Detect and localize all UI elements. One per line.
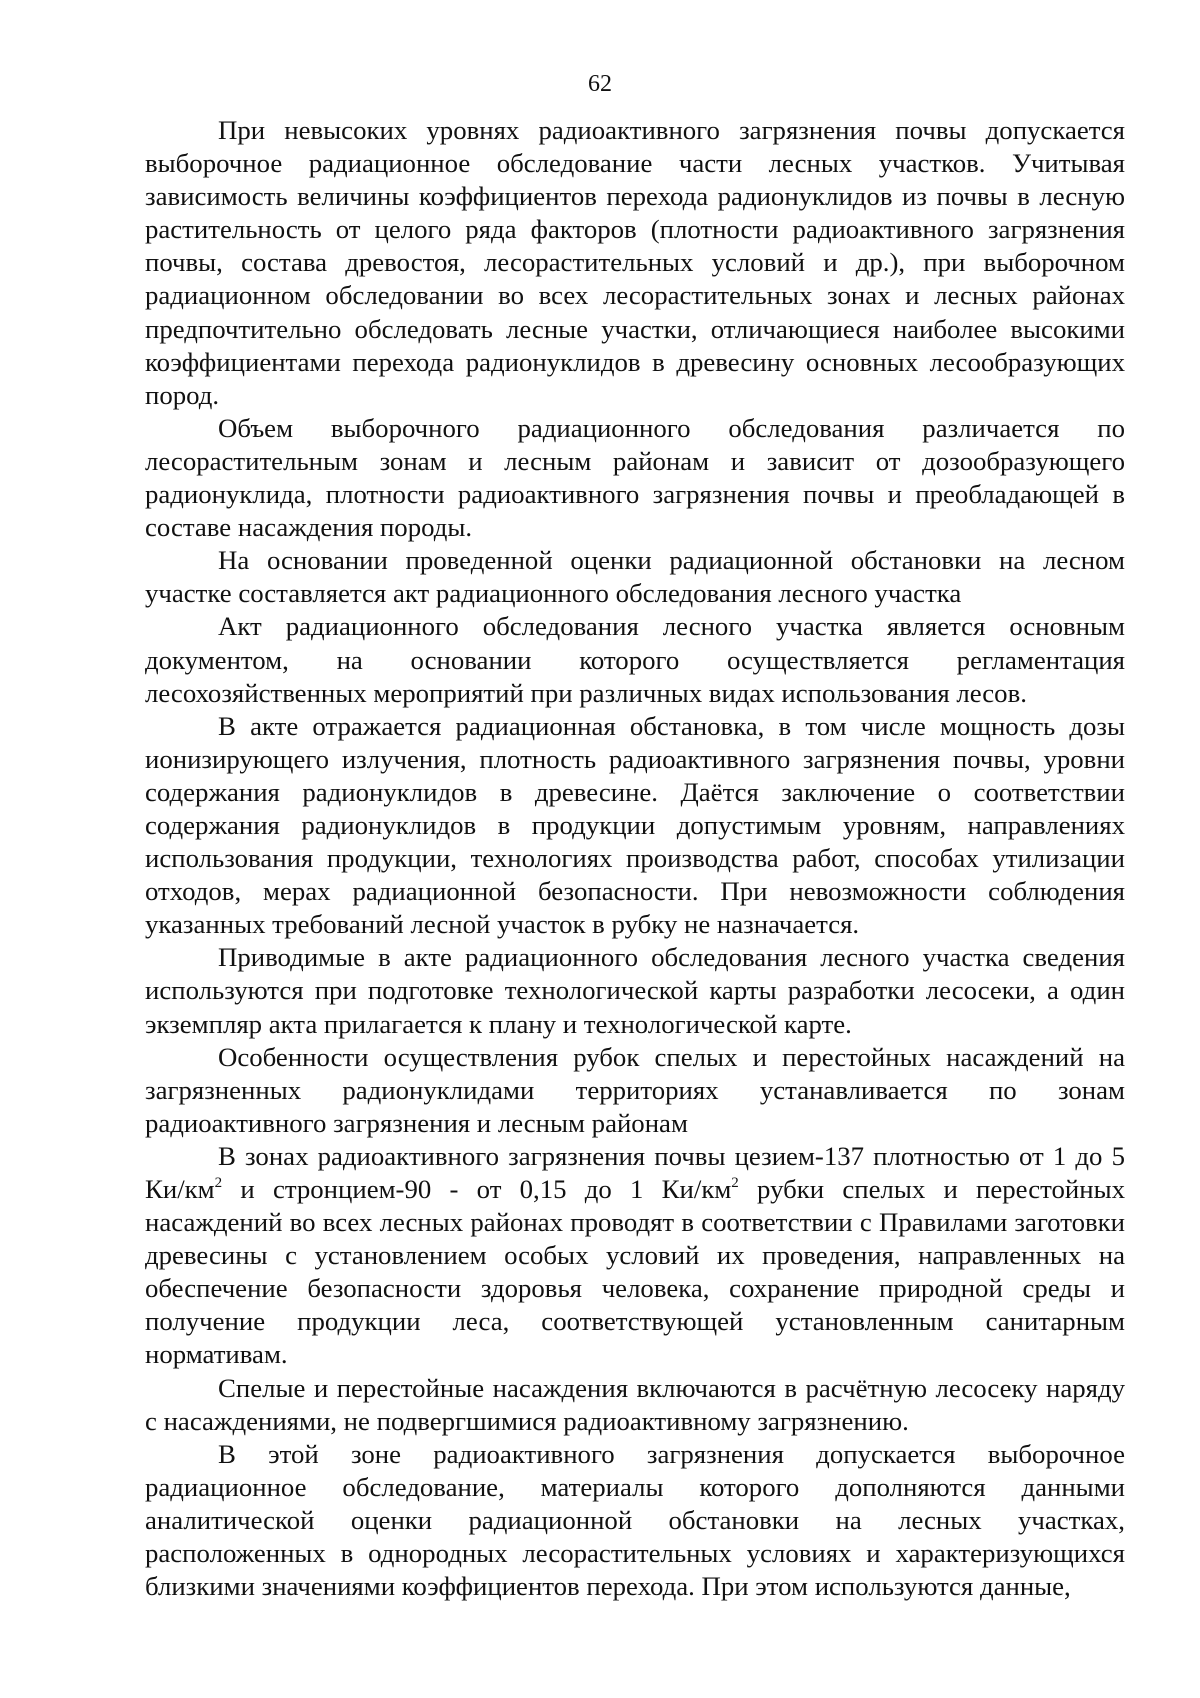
paragraph-survey-act: На основании проведенной оценки радиационной обстановки на лесном участке составляется акт радиационного обследования лесного участка [145,545,1125,609]
paragraph-contamination-zones [145,1140,1125,1372]
page-number: 62 [588,71,612,97]
paragraph-act-purpose: Акт радиационного обследования лесного участка является основным документом, на основании которого осуществляется регламентация лесохозяйственных мероприятий при различных видах использования лесов. [145,611,1125,708]
cesium-text-part3: рубки спелых и перестойных насаждений во всех лесных районах проводят в соответствии с Правилами заготовки древесины с установлением особых условий их проведения, направленных на обеспечение безопасности здоровья человека, сохранение природной среды и получение продукции леса, соответствующей установленным санитарным нормативам. [145,1174,1125,1370]
paragraph-zone-survey: В этой зоне радиоактивного загрязнения допускается выборочное радиационное обследование, материалы которого дополняются данными аналитической оценки радиационной обстановки на лесных участках, расположенных в однородных лесорастительных условиях и характеризующихся близкими значениями коэффициентов перехода. При этом используются данные, [145,1438,1125,1602]
paragraph-selective-survey: При невысоких уровнях радиоактивного загрязнения почвы допускается выборочное радиационное обследование части лесных участков. Учитывая зависимость величины коэффициентов перехода радионуклидов из почвы в лесную растительность от целого ряда факторов (плотности радиоактивного загрязнения почвы, состава древостоя, лесорастительных условий и др.), при выборочном радиационном обследовании во всех лесорастительных зонах и лесных районах предпочтительно обследовать лесные участки, отличающиеся наиболее высокими коэффициентами перехода радионуклидов в древесину основных лесообразующих пород. [145,115,1125,410]
paragraph-felling-features: Особенности осуществления рубок спелых и перестойных насаждений на загрязненных радионуклидами территориях устанавливается по зонам радиоактивного загрязнения и лесным районам [145,1041,1125,1138]
paragraph-act-usage: Приводимые в акте радиационного обследования лесного участка сведения используются при подготовке технологической карты разработки лесосеки, а один экземпляр акта прилагается к плану и технологической карте. [145,942,1125,1039]
paragraph-allowable-cut: Спелые и перестойные насаждения включаются в расчётную лесосеку наряду с насаждениями, не подвергшимися радиоактивному загрязнению. [145,1372,1125,1436]
superscript-squared: 2 [214,1175,223,1191]
superscript-squared: 2 [731,1175,739,1191]
paragraph-survey-volume: Объем выборочного радиационного обследования различается по лесорастительным зонам и лесным районам и зависит от дозообразующего радионуклида, плотности радиоактивного загрязнения почвы и преобладающей в составе насаждения породы. [145,412,1125,543]
cesium-text-part1: В зонах радиоактивного загрязнения почвы цезием-137 плотностью от 1 до 5 Ки/км [145,1140,1125,1204]
paragraph-act-contents: В акте отражается радиационная обстановка, в том числе мощность дозы ионизирующего излучения, плотность радиоактивного загрязнения почвы, уровни содержания радионуклидов в древесине. Даётся заключение о соответствии содержания радионуклидов в продукции допустимым уровням, направлениях использования продукции, технологиях производства работ, способах утилизации отходов, мерах радиационной безопасности. При невозможности соблюдения указанных требований лесной участок в рубку не назначается. [145,710,1125,940]
cesium-text-part2: и стронцием-90 - от 0,15 до 1 Ки/км [222,1174,732,1204]
body-text [145,114,1125,1603]
